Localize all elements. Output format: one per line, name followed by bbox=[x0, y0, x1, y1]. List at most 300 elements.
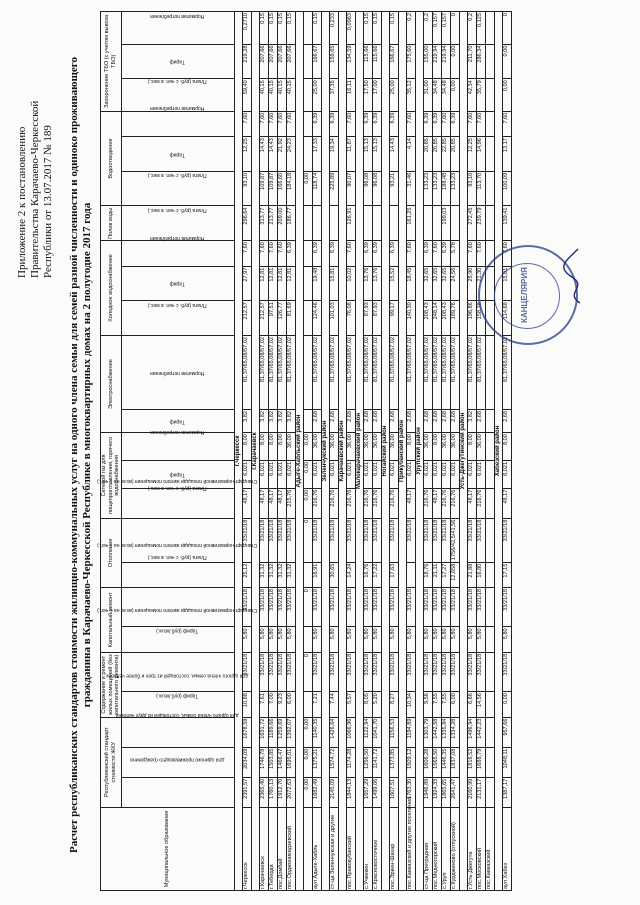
value-cell: 14,43 bbox=[389, 137, 398, 172]
value-cell: 76,08 bbox=[346, 301, 355, 336]
value-cell: 48,17 bbox=[259, 488, 268, 518]
subheader-cap-tariff: Тариф (руб./кв.м.) bbox=[121, 627, 234, 652]
value-cell: 286,34 bbox=[476, 44, 485, 79]
value-cell: 33/21/18 bbox=[268, 518, 277, 562]
municipality-cell: пос.Кавказский bbox=[485, 807, 494, 890]
value-cell: 33/21/18 bbox=[372, 588, 381, 627]
value-cell: 36,00 bbox=[423, 433, 432, 461]
value-cell: 33/21/18 bbox=[406, 652, 415, 691]
value-cell: 31,32 bbox=[259, 562, 268, 587]
value-cell: 10,02 bbox=[346, 266, 355, 301]
value-cell: 5,80 bbox=[476, 627, 485, 652]
value-cell: 2,68 bbox=[502, 409, 511, 432]
value-cell: 32,65 bbox=[432, 266, 441, 301]
value-cell: 18,45 bbox=[406, 266, 415, 301]
value-cell: 33/21/18 bbox=[286, 518, 295, 562]
value-cell: 118,74 bbox=[312, 171, 321, 206]
value-cell: 6,021 bbox=[423, 460, 432, 488]
value-cell: 36,00 bbox=[372, 433, 381, 461]
value-cell: 2,68 bbox=[346, 409, 355, 432]
value-cell: 81,37/65,08/57,02 bbox=[450, 335, 459, 409]
table-row bbox=[329, 12, 338, 891]
value-cell: 6,39 bbox=[312, 111, 321, 136]
value-cell: 87,93 bbox=[363, 301, 372, 336]
value-cell: 126,77 bbox=[277, 301, 286, 336]
value-cell: 31,32 bbox=[268, 562, 277, 587]
value-cell: 33/21/18 bbox=[423, 518, 432, 562]
value-cell: 33/21/18 bbox=[242, 652, 251, 691]
value-cell: 216,76 bbox=[329, 488, 338, 518]
value-cell: 33/21/18 bbox=[476, 652, 485, 691]
value-cell bbox=[485, 171, 494, 206]
value-cell bbox=[485, 206, 494, 241]
value-cell: 8,00 bbox=[432, 433, 441, 461]
value-cell: 3,82 bbox=[268, 409, 277, 432]
value-cell: 33/21/18 bbox=[406, 518, 415, 562]
region-name: Ногайский район bbox=[381, 12, 389, 891]
table-row bbox=[312, 12, 321, 891]
value-cell: 1509,12 bbox=[406, 747, 415, 777]
value-cell: 313,77 bbox=[259, 206, 268, 241]
value-cell: 207,66 bbox=[286, 44, 295, 79]
value-cell: 16,76 bbox=[363, 562, 372, 587]
value-cell: 10,34 bbox=[406, 692, 415, 717]
region-name: Усть-Джегутинский район bbox=[459, 12, 467, 891]
value-cell: 40,15 bbox=[277, 79, 286, 111]
value-cell: 0,2 bbox=[406, 12, 415, 45]
value-cell: 175,60 bbox=[406, 44, 415, 79]
value-cell: 36,00 bbox=[441, 433, 450, 461]
value-cell: 33/21/18 bbox=[259, 518, 268, 562]
value-cell: 1499,06 bbox=[372, 777, 381, 807]
value-cell: 31,46 bbox=[406, 171, 415, 206]
value-cell: 207,66 bbox=[259, 44, 268, 79]
value-cell: 6,39 bbox=[423, 111, 432, 136]
region-row bbox=[321, 12, 329, 891]
value-cell: 33/21/18 bbox=[242, 588, 251, 627]
value-cell: 15,81 bbox=[329, 266, 338, 301]
region-row bbox=[398, 12, 406, 891]
value-cell: 81,37/65,08/57,02 bbox=[277, 335, 286, 409]
value-cell bbox=[303, 137, 312, 172]
value-cell: 7,60 bbox=[476, 241, 485, 266]
appendix-line-1: Приложение 2 к постановлению bbox=[16, 126, 28, 278]
value-cell: 36,00 bbox=[363, 433, 372, 461]
value-cell: 7,60 bbox=[467, 241, 476, 266]
value-cell: 1446,35 bbox=[441, 747, 450, 777]
value-cell: 36,00 bbox=[389, 433, 398, 461]
value-cell bbox=[485, 488, 494, 518]
value-cell: 1496,94 bbox=[467, 717, 476, 747]
region-row bbox=[381, 12, 389, 891]
value-cell: 1865,65 bbox=[441, 777, 450, 807]
value-cell: 5,80 bbox=[312, 627, 321, 652]
value-cell: 81,37/65,08/57,02 bbox=[476, 335, 485, 409]
header-municipality: Муниципальное образование bbox=[101, 807, 235, 890]
value-cell: 33/21/18 bbox=[389, 652, 398, 691]
value-cell: 33/21/18 bbox=[389, 518, 398, 562]
value-cell bbox=[485, 777, 494, 807]
value-cell: 33/21/18 bbox=[242, 518, 251, 562]
header-drainage: Водоотведение bbox=[101, 111, 122, 206]
value-cell: 6,021 bbox=[432, 460, 441, 488]
municipality-cell: с.Учкекен bbox=[363, 807, 372, 890]
document-title: Расчет республиканских стандартов стоимости жилищно-коммунальных услуг на одного члена семьи для семей разной численности и одиноко проживающего гражданина в Карачаево-Черкесской Республике в многоквартирных домах на 2 полугодие 2017 года bbox=[68, 57, 93, 853]
value-cell bbox=[485, 111, 494, 136]
value-cell: 24,56 bbox=[450, 266, 459, 301]
value-cell: 3,82 bbox=[286, 409, 295, 432]
value-cell: 8,00 bbox=[467, 433, 476, 461]
value-cell: 8,00 bbox=[259, 433, 268, 461]
value-cell: 219,28 bbox=[242, 44, 251, 79]
value-cell: 17,00 bbox=[372, 79, 381, 111]
value-cell: 5,80 bbox=[242, 627, 251, 652]
value-cell bbox=[485, 12, 494, 45]
value-cell: 207,66 bbox=[268, 44, 277, 79]
value-cell: 14,43 bbox=[259, 137, 268, 172]
municipality-cell: с.Красновосточное bbox=[372, 807, 381, 890]
table-row bbox=[259, 12, 268, 891]
value-cell: 1678,59 bbox=[242, 717, 251, 747]
value-cell: 1194,89 bbox=[406, 717, 415, 747]
value-cell: 7,60 bbox=[502, 241, 511, 266]
value-cell: 25,90 bbox=[467, 266, 476, 301]
value-cell: 6,39 bbox=[329, 241, 338, 266]
subheader-dr-tariff: Тариф bbox=[121, 137, 234, 172]
value-cell: 20,85 bbox=[450, 137, 459, 172]
municipality-cell: с.Уруп bbox=[441, 807, 450, 890]
value-cell: 5,20 bbox=[372, 692, 381, 717]
value-cell: 1335,84 bbox=[441, 717, 450, 747]
value-cell bbox=[450, 206, 459, 241]
value-cell: 6,021 bbox=[476, 460, 485, 488]
header-heating: Отопление bbox=[101, 518, 122, 587]
region-name: Хабезский район bbox=[494, 12, 502, 891]
value-cell: 1924,33 bbox=[432, 777, 441, 807]
value-cell: 33/21/18 bbox=[363, 518, 372, 562]
table-row bbox=[389, 12, 398, 891]
appendix-line-2: Правительства Карачаево-Черкесской bbox=[29, 100, 41, 278]
value-cell: 0,00 bbox=[502, 79, 511, 111]
value-cell: 15,13 bbox=[363, 137, 372, 172]
subheader-cw-pay: Плата (руб. с чел. в мес.) bbox=[121, 301, 234, 336]
value-cell: 189,76 bbox=[450, 301, 459, 336]
value-cell: 3,82 bbox=[242, 409, 251, 432]
region-name: г.Черкесск bbox=[234, 12, 242, 891]
value-cell: 1426,64 bbox=[329, 717, 338, 747]
value-cell: 21,88 bbox=[467, 562, 476, 587]
subheader-dr-pay: Плата (руб. с чел. в мес.) bbox=[121, 171, 234, 206]
value-cell: 1334,28 bbox=[450, 717, 459, 747]
region-name: Малокарачаевский район bbox=[355, 12, 363, 891]
value-cell: 207,66 bbox=[277, 44, 286, 79]
value-cell: 13,76 bbox=[372, 266, 381, 301]
value-cell: 32,65 bbox=[441, 266, 450, 301]
value-cell: 33/21/18 bbox=[329, 518, 338, 562]
value-cell: 2,68 bbox=[423, 409, 432, 432]
value-cell: 42,34 bbox=[467, 79, 476, 111]
value-cell bbox=[389, 206, 398, 241]
header-cold-water: Холодное водоснабжение bbox=[101, 241, 122, 336]
value-cell: 3,82 bbox=[467, 409, 476, 432]
value-cell: 5,80 bbox=[432, 627, 441, 652]
value-cell: 957,66 bbox=[502, 717, 511, 747]
value-cell: 1746,78 bbox=[259, 747, 268, 777]
value-cell: 6,021 bbox=[502, 460, 511, 488]
value-cell: 6,39 bbox=[441, 241, 450, 266]
value-cell: 1122,94 bbox=[363, 717, 372, 747]
value-cell bbox=[303, 335, 312, 409]
value-cell bbox=[303, 206, 312, 241]
subheader-waste-tariff: Тариф bbox=[121, 44, 234, 79]
value-cell: 6,39 bbox=[286, 241, 295, 266]
value-cell: 7,44 bbox=[329, 692, 338, 717]
value-cell: 33/21/18 bbox=[467, 588, 476, 627]
value-cell: 81,37/65,08/57,02 bbox=[406, 335, 415, 409]
value-cell: 7,61 bbox=[259, 692, 268, 717]
table-row bbox=[268, 12, 277, 891]
value-cell: 1695,01 bbox=[286, 747, 295, 777]
value-cell: 1837,08 bbox=[450, 747, 459, 777]
value-cell: 0,00 bbox=[303, 717, 312, 747]
value-cell: 7,60 bbox=[502, 111, 511, 136]
value-cell: 2,68 bbox=[372, 409, 381, 432]
value-cell: 5,80 bbox=[329, 627, 338, 652]
stamp-text: КАНЦЕЛЯРИЯ bbox=[520, 267, 529, 323]
value-cell: 18,76 bbox=[423, 562, 432, 587]
table-row bbox=[467, 12, 476, 891]
value-cell: 7,60 bbox=[441, 111, 450, 136]
region-row bbox=[295, 12, 303, 891]
region-row bbox=[459, 12, 467, 891]
table-row bbox=[277, 12, 286, 891]
value-cell: 2391,57 bbox=[242, 777, 251, 807]
value-cell: 0,00 bbox=[303, 488, 312, 518]
value-cell: 134,59 bbox=[346, 44, 355, 79]
value-cell: 7,60 bbox=[259, 241, 268, 266]
value-cell: 1041,70 bbox=[372, 717, 381, 747]
value-cell: 5,80 bbox=[423, 627, 432, 652]
value-cell: 1141,72 bbox=[372, 747, 381, 777]
value-cell: 219,94 bbox=[441, 44, 450, 79]
value-cell: 81,37/65,08/57,02 bbox=[372, 335, 381, 409]
appendix-line-3: Республики от 13.07.2017 № 189 bbox=[42, 125, 54, 278]
value-cell: 40,15 bbox=[286, 79, 295, 111]
value-cell: 6,39 bbox=[372, 111, 381, 136]
value-cell: 36,00 bbox=[450, 433, 459, 461]
header-standard: Республиканский стандарт стоимости ЖКУ bbox=[101, 717, 122, 807]
table-row bbox=[502, 12, 511, 891]
value-cell: 4,14 bbox=[406, 137, 415, 172]
value-cell: 33/21/18 bbox=[502, 652, 511, 691]
value-cell: 2131,17 bbox=[476, 777, 485, 807]
value-cell: 20,85 bbox=[432, 137, 441, 172]
value-cell: 248,14 bbox=[432, 301, 441, 336]
value-cell: 216,76 bbox=[423, 488, 432, 518]
value-cell: 15,52 bbox=[389, 266, 398, 301]
value-cell: 31,32 bbox=[277, 562, 286, 587]
value-cell: 139,41 bbox=[502, 206, 511, 241]
header-maintenance: Содержание и ремонт жилых помещений (без капитального ремонта) bbox=[101, 652, 122, 717]
value-cell: 33/21/18 bbox=[432, 588, 441, 627]
municipality-cell: пос.Московский bbox=[476, 807, 485, 890]
value-cell: 1606,28 bbox=[423, 747, 432, 777]
value-cell: 33/21/18 bbox=[476, 518, 485, 562]
value-cell: 1373,85 bbox=[389, 747, 398, 777]
value-cell: 96,08 bbox=[363, 171, 372, 206]
value-cell: 0 bbox=[303, 652, 312, 691]
value-cell: 133,23 bbox=[423, 171, 432, 206]
value-cell: 1763,30 bbox=[406, 777, 415, 807]
value-cell: 33/21/18 bbox=[502, 518, 511, 562]
table-row bbox=[476, 12, 485, 891]
value-cell: 6,39 bbox=[363, 241, 372, 266]
value-cell: 1259,69 bbox=[277, 717, 286, 747]
value-cell: 7,60 bbox=[406, 111, 415, 136]
value-cell: 93,21 bbox=[389, 171, 398, 206]
municipality-cell: пос.Правокубанский bbox=[346, 807, 355, 890]
value-cell bbox=[485, 588, 494, 627]
value-cell: 0,00 bbox=[450, 79, 459, 111]
value-cell: 6,021 bbox=[467, 460, 476, 488]
value-cell: 2,68 bbox=[389, 409, 398, 432]
value-cell: 81,37/65,08/57,02 bbox=[268, 335, 277, 409]
value-cell: 5,80 bbox=[450, 627, 459, 652]
value-cell bbox=[372, 206, 381, 241]
value-cell: 5,80 bbox=[406, 627, 415, 652]
value-cell bbox=[485, 652, 494, 691]
table-row bbox=[346, 12, 355, 891]
value-cell bbox=[303, 44, 312, 79]
value-cell: 33/21/18 bbox=[363, 588, 372, 627]
value-cell bbox=[303, 111, 312, 136]
value-cell: 0,0963 bbox=[346, 12, 355, 45]
value-cell: 115,66 bbox=[363, 44, 372, 79]
value-cell: 100,09 bbox=[502, 171, 511, 206]
value-cell: 8,00 bbox=[268, 433, 277, 461]
value-cell: 33/21/18 bbox=[372, 652, 381, 691]
value-cell: 216,76 bbox=[389, 488, 398, 518]
municipality-cell: пос.Орджоникидзевский bbox=[286, 807, 295, 890]
table-row bbox=[485, 12, 494, 891]
subheader-three: для одного члена семьи, состоящей из трех и более человек bbox=[121, 717, 234, 747]
subheader-cw-norm: Норматив потребления bbox=[121, 241, 234, 266]
value-cell: 0,15 bbox=[268, 12, 277, 45]
value-cell: 33/21/18 bbox=[329, 588, 338, 627]
value-cell: 5,80 bbox=[502, 627, 511, 652]
value-cell: 6,021 bbox=[268, 460, 277, 488]
value-cell: 0,00 bbox=[303, 747, 312, 777]
value-cell: 6,39 bbox=[363, 111, 372, 136]
header-watering: Полив воды bbox=[101, 206, 122, 241]
value-cell: 22,85 bbox=[441, 137, 450, 172]
value-cell: 6,021 bbox=[406, 460, 415, 488]
value-cell: 1140,35 bbox=[312, 717, 321, 747]
value-cell: 6,00 bbox=[286, 692, 295, 717]
value-cell: 2072,63 bbox=[286, 777, 295, 807]
value-cell: 1375,21 bbox=[312, 747, 321, 777]
value-cell: 15,01 bbox=[502, 266, 511, 301]
value-cell: 1503,85 bbox=[268, 747, 277, 777]
value-cell: 24,23 bbox=[286, 137, 295, 172]
value-cell: 126,91 bbox=[346, 206, 355, 241]
value-cell bbox=[485, 518, 494, 562]
value-cell: 1565,50 bbox=[432, 747, 441, 777]
value-cell: 188,48 bbox=[441, 171, 450, 206]
table-row bbox=[372, 12, 381, 891]
subheader-waste-norm: Норматив потребления bbox=[121, 12, 234, 45]
value-cell: 14,96 bbox=[476, 137, 485, 172]
value-cell: 15,13 bbox=[372, 137, 381, 172]
value-cell: 36,00 bbox=[286, 433, 295, 461]
value-cell: 35,12 bbox=[406, 79, 415, 111]
value-cell: 33/21/18 bbox=[432, 652, 441, 691]
subheader-cap-norm: Стандарт нормативной площади жилого помещения (кв.м. на 1 чел.) bbox=[121, 588, 234, 627]
value-cell: 7,60 bbox=[346, 241, 355, 266]
region-name: Зеленчукский район bbox=[321, 12, 329, 891]
value-cell: 17,22 bbox=[372, 562, 381, 587]
value-cell: 2145,09 bbox=[329, 777, 338, 807]
value-cell: 14,24 bbox=[346, 562, 355, 587]
value-cell: 2034,09 bbox=[242, 747, 251, 777]
value-cell: 0,00 bbox=[303, 777, 312, 807]
value-cell: 2,68 bbox=[450, 409, 459, 432]
value-cell: 114,68 bbox=[502, 301, 511, 336]
region-name: Адыге-Хабльский район bbox=[295, 12, 303, 891]
value-cell: 219,94 bbox=[432, 44, 441, 79]
value-cell: 209,00 bbox=[277, 206, 286, 241]
value-cell: 199,03 bbox=[441, 206, 450, 241]
value-cell: 186,77 bbox=[286, 206, 295, 241]
municipality-cell: аул Хабез bbox=[502, 807, 511, 890]
table-row bbox=[441, 12, 450, 891]
value-cell: 33/21/18 bbox=[372, 518, 381, 562]
value-cell: 124,46 bbox=[312, 301, 321, 336]
value-cell: 272,45 bbox=[467, 206, 476, 241]
value-cell: 158,28 bbox=[476, 301, 485, 336]
region-row bbox=[338, 12, 346, 891]
value-cell: 14,56 bbox=[476, 692, 485, 717]
value-cell bbox=[303, 12, 312, 45]
value-cell: 212,57 bbox=[259, 301, 268, 336]
value-cell: 216,76 bbox=[441, 488, 450, 518]
value-cell: 212,57 bbox=[242, 301, 251, 336]
header-waste: Захоронение ТБО (с учетом вывоза ТБО) bbox=[101, 12, 122, 112]
value-cell: 0,233 bbox=[329, 12, 338, 45]
value-cell: 33/21/18 bbox=[450, 588, 459, 627]
value-cell: 2160,99 bbox=[467, 777, 476, 807]
subheader-heat-norm: Стандарт нормативной площади жилого помещения (кв.м. на 1 чел.) bbox=[121, 518, 234, 562]
value-cell: 81,37/65,08/57,02 bbox=[502, 335, 511, 409]
value-cell: 33/21/18 bbox=[502, 588, 511, 627]
value-cell: 1816,52 bbox=[467, 747, 476, 777]
value-cell: 1631,72 bbox=[259, 717, 268, 747]
value-cell: 1392,07 bbox=[286, 717, 295, 747]
municipality-cell: г.Черкесск bbox=[242, 807, 251, 890]
value-cell bbox=[485, 137, 494, 172]
value-cell: 33/21/18 bbox=[476, 588, 485, 627]
value-cell: 7,60 bbox=[277, 111, 286, 136]
subheader-maint-norm: Стандарт нормативной площади жилого помещения (кв.м. на 1 чел.) bbox=[121, 652, 234, 691]
value-cell: 17,63 bbox=[389, 562, 398, 587]
value-cell: 7,60 bbox=[467, 111, 476, 136]
value-cell: 17,27 bbox=[441, 562, 450, 587]
value-cell: 0,15 bbox=[259, 12, 268, 45]
value-cell: 36,00 bbox=[329, 433, 338, 461]
value-cell: 12,25 bbox=[467, 137, 476, 172]
municipality-cell: пос.Кавказский и другие поселения bbox=[407, 796, 413, 889]
value-cell: 33/21/18 bbox=[277, 588, 286, 627]
